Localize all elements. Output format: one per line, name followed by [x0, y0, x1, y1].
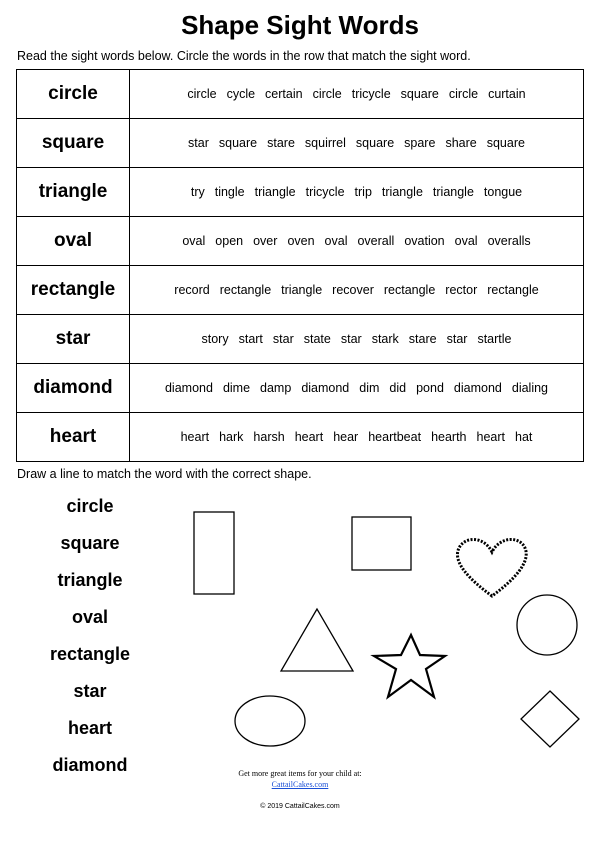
word-choice[interactable]: triangle	[254, 185, 296, 199]
word-choice[interactable]: rector	[445, 283, 478, 297]
word-choice[interactable]: oven	[287, 234, 315, 248]
word-choice[interactable]: startle	[477, 332, 512, 346]
word-choice[interactable]: triangle	[281, 283, 323, 297]
match-word[interactable]: triangle	[57, 570, 123, 590]
word-choice[interactable]: damp	[260, 381, 292, 395]
oval-shape[interactable]	[235, 696, 305, 746]
word-choice[interactable]: cycle	[226, 87, 256, 101]
word-choice[interactable]: square	[486, 136, 525, 150]
word-choice[interactable]: did	[389, 381, 407, 395]
word-choice[interactable]: star	[188, 136, 209, 150]
word-choice[interactable]: state	[303, 332, 331, 346]
word-choice[interactable]: tricycle	[351, 87, 391, 101]
word-choice[interactable]: hat	[515, 430, 533, 444]
word-choice[interactable]: diamond	[301, 381, 350, 395]
instructions-match: Draw a line to match the word with the correct shape.	[17, 467, 312, 481]
footer-link[interactable]: CattailCakes.com	[271, 780, 329, 789]
match-word[interactable]: rectangle	[49, 644, 131, 664]
instructions-top: Read the sight words below. Circle the words in the row that match the sight word.	[17, 49, 471, 63]
word-choice[interactable]: square	[218, 136, 258, 150]
word-choice[interactable]: oval	[324, 234, 348, 248]
footer-promo: Get more great items for your child at:	[238, 769, 362, 778]
word-choice[interactable]: trip	[354, 185, 372, 199]
sight-word: star	[17, 315, 130, 364]
word-choice[interactable]: oval	[454, 234, 478, 248]
match-word[interactable]: oval	[71, 607, 109, 627]
word-choice[interactable]: curtain	[488, 87, 526, 101]
word-choice[interactable]: pond	[416, 381, 444, 395]
footer-copyright: © 2019 CattailCakes.com	[260, 803, 340, 810]
word-choice[interactable]: circle	[312, 87, 342, 101]
word-choice[interactable]: over	[253, 234, 278, 248]
word-choice[interactable]: record	[174, 283, 210, 297]
word-choice[interactable]: dime	[222, 381, 251, 395]
word-choice[interactable]: heartbeat	[368, 430, 422, 444]
word-choice[interactable]: ovation	[404, 234, 445, 248]
word-choice[interactable]: harsh	[253, 430, 285, 444]
word-choice[interactable]: hearth	[431, 430, 467, 444]
word-choice[interactable]: recover	[332, 283, 374, 297]
word-choice[interactable]: dim	[359, 381, 380, 395]
sight-word: heart	[17, 413, 130, 462]
word-choice[interactable]: diamond	[164, 381, 213, 395]
word-choice[interactable]: tricycle	[305, 185, 345, 199]
word-choice[interactable]: rectangle	[219, 283, 272, 297]
word-choice[interactable]: heart	[294, 430, 324, 444]
word-choice[interactable]: star	[446, 332, 468, 346]
circle-shape[interactable]	[517, 595, 577, 655]
sight-word: diamond	[17, 364, 130, 413]
heart-shape[interactable]	[457, 539, 526, 596]
word-choice[interactable]: story	[201, 332, 229, 346]
word-choice[interactable]: tingle	[214, 185, 245, 199]
word-choice[interactable]: stare	[267, 136, 295, 150]
star-shape[interactable]	[374, 635, 445, 697]
word-choice[interactable]: stare	[408, 332, 437, 346]
sight-word: circle	[17, 70, 130, 119]
word-choice[interactable]: diamond	[453, 381, 502, 395]
word-choice[interactable]: overalls	[487, 234, 531, 248]
match-word[interactable]: circle	[66, 496, 114, 516]
word-choice[interactable]: dialing	[511, 381, 549, 395]
word-choice[interactable]: heart	[180, 430, 210, 444]
match-word[interactable]: star	[73, 681, 107, 701]
word-choice[interactable]: share	[445, 136, 477, 150]
sight-word: triangle	[17, 168, 130, 217]
word-choice[interactable]: open	[215, 234, 244, 248]
word-choice[interactable]: heart	[476, 430, 506, 444]
match-word[interactable]: diamond	[52, 755, 128, 775]
page-title: Shape Sight Words	[181, 10, 419, 40]
word-choice[interactable]: try	[190, 185, 205, 199]
word-choice[interactable]: square	[400, 87, 439, 101]
word-choice[interactable]: start	[238, 332, 263, 346]
word-choice[interactable]: circle	[187, 87, 217, 101]
word-choice[interactable]: stark	[371, 332, 399, 346]
word-choice[interactable]: circle	[448, 87, 479, 101]
word-choice[interactable]: oval	[182, 234, 206, 248]
word-choice[interactable]: certain	[265, 87, 303, 101]
word-choice[interactable]: triangle	[432, 185, 474, 199]
word-choice[interactable]: spare	[404, 136, 436, 150]
word-choice[interactable]: overall	[357, 234, 395, 248]
sight-word: rectangle	[17, 266, 130, 315]
triangle-shape[interactable]	[281, 609, 353, 671]
word-choice[interactable]: tongue	[483, 185, 523, 199]
word-choice[interactable]: squirrel	[304, 136, 346, 150]
word-choice[interactable]: triangle	[381, 185, 423, 199]
diamond-shape[interactable]	[521, 691, 579, 747]
word-choice[interactable]: rectangle	[383, 283, 436, 297]
sight-word: square	[17, 119, 130, 168]
word-choice[interactable]: square	[355, 136, 395, 150]
match-word[interactable]: square	[60, 533, 120, 553]
word-choice[interactable]: hear	[333, 430, 359, 444]
word-choice[interactable]: hark	[219, 430, 244, 444]
word-choice[interactable]: star	[340, 332, 362, 346]
word-choice[interactable]: rectangle	[487, 283, 539, 297]
word-choice[interactable]: star	[272, 332, 294, 346]
rectangle-shape[interactable]	[194, 512, 234, 594]
sight-word: oval	[17, 217, 130, 266]
square-shape[interactable]	[352, 517, 411, 570]
match-word[interactable]: heart	[67, 718, 112, 738]
